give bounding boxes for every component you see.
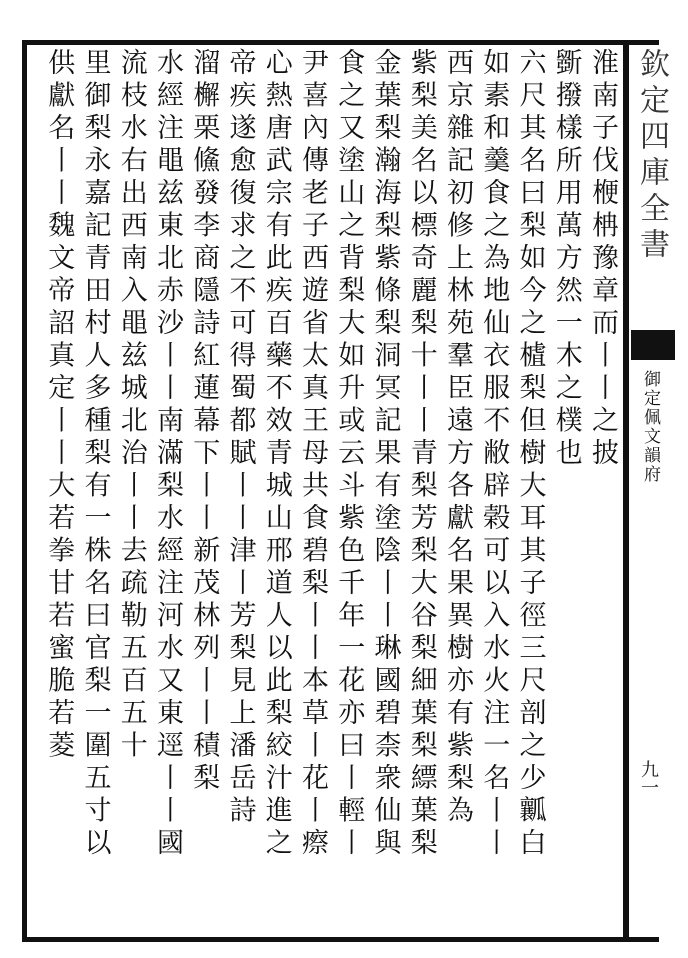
- text-column: 供獻名丨丨魏文帝詔真定丨丨大若拳甘若蜜脆若菱: [43, 48, 75, 763]
- text-column: 六尺其名曰梨如今之樝梨但樹大耳其子徑三尺剖之少瓤白: [514, 48, 546, 861]
- text-column: 溜檞栗鯈發李商隱詩紅蓮幕下丨丨新茂林列丨丨積梨: [188, 48, 220, 796]
- margin-strip: [629, 40, 688, 937]
- text-column: 帝疾遂愈復求之不可得蜀都賦丨丨津丨芳梨見上潘岳詩: [224, 48, 256, 828]
- text-column: 食之又塗山之背梨大如升或云斗紫色千年一花亦曰丨輕丨: [333, 48, 365, 861]
- text-body: [40, 48, 620, 928]
- text-column: 尹喜內傳老子西遊省太真王母共食碧梨丨丨本草丨花丨瘵: [297, 48, 328, 861]
- text-column: 紫梨美名以標奇麗梨十丨丨青梨芳梨大谷梨細葉梨縹葉梨: [405, 48, 437, 861]
- text-column: 金葉梨瀚海梨紫條梨洞冥記果有塗陰丨丨琳國碧柰衆仙與: [369, 48, 401, 861]
- text-column: 淮南子伐楩柟豫章而丨丨之披: [587, 48, 618, 471]
- page-number: 九一: [638, 760, 659, 796]
- text-column: 里御梨永嘉記青田村人多種梨有一株名曰官梨一圍五寸以: [79, 48, 111, 861]
- text-column: 流枝水右出西南入黽兹城北治丨丨去疏勒五百五十: [115, 48, 147, 763]
- text-column: 斵撥樣所用萬方然一木之樸也: [550, 48, 582, 471]
- text-column: 如素和羹食之為地仙衣服不敝辟榖可以入水火注一名丨丨: [478, 48, 510, 861]
- book-title: 御定佩文韻府: [640, 370, 660, 484]
- text-column: 心熱唐武宗有此疾百藥不效青城山邢道人以此梨絞汁進之: [260, 48, 292, 861]
- text-column: 西京雜記初修上林苑羣臣遠方各獻名果異樹亦有紫梨為: [442, 48, 473, 828]
- text-column: 水經注黽兹東北赤沙丨丨南滿梨水經注河水又東逕丨丨國: [152, 48, 183, 861]
- fishtail-mark: [631, 330, 675, 360]
- book-series-title: 欽定四庫全書: [634, 48, 669, 264]
